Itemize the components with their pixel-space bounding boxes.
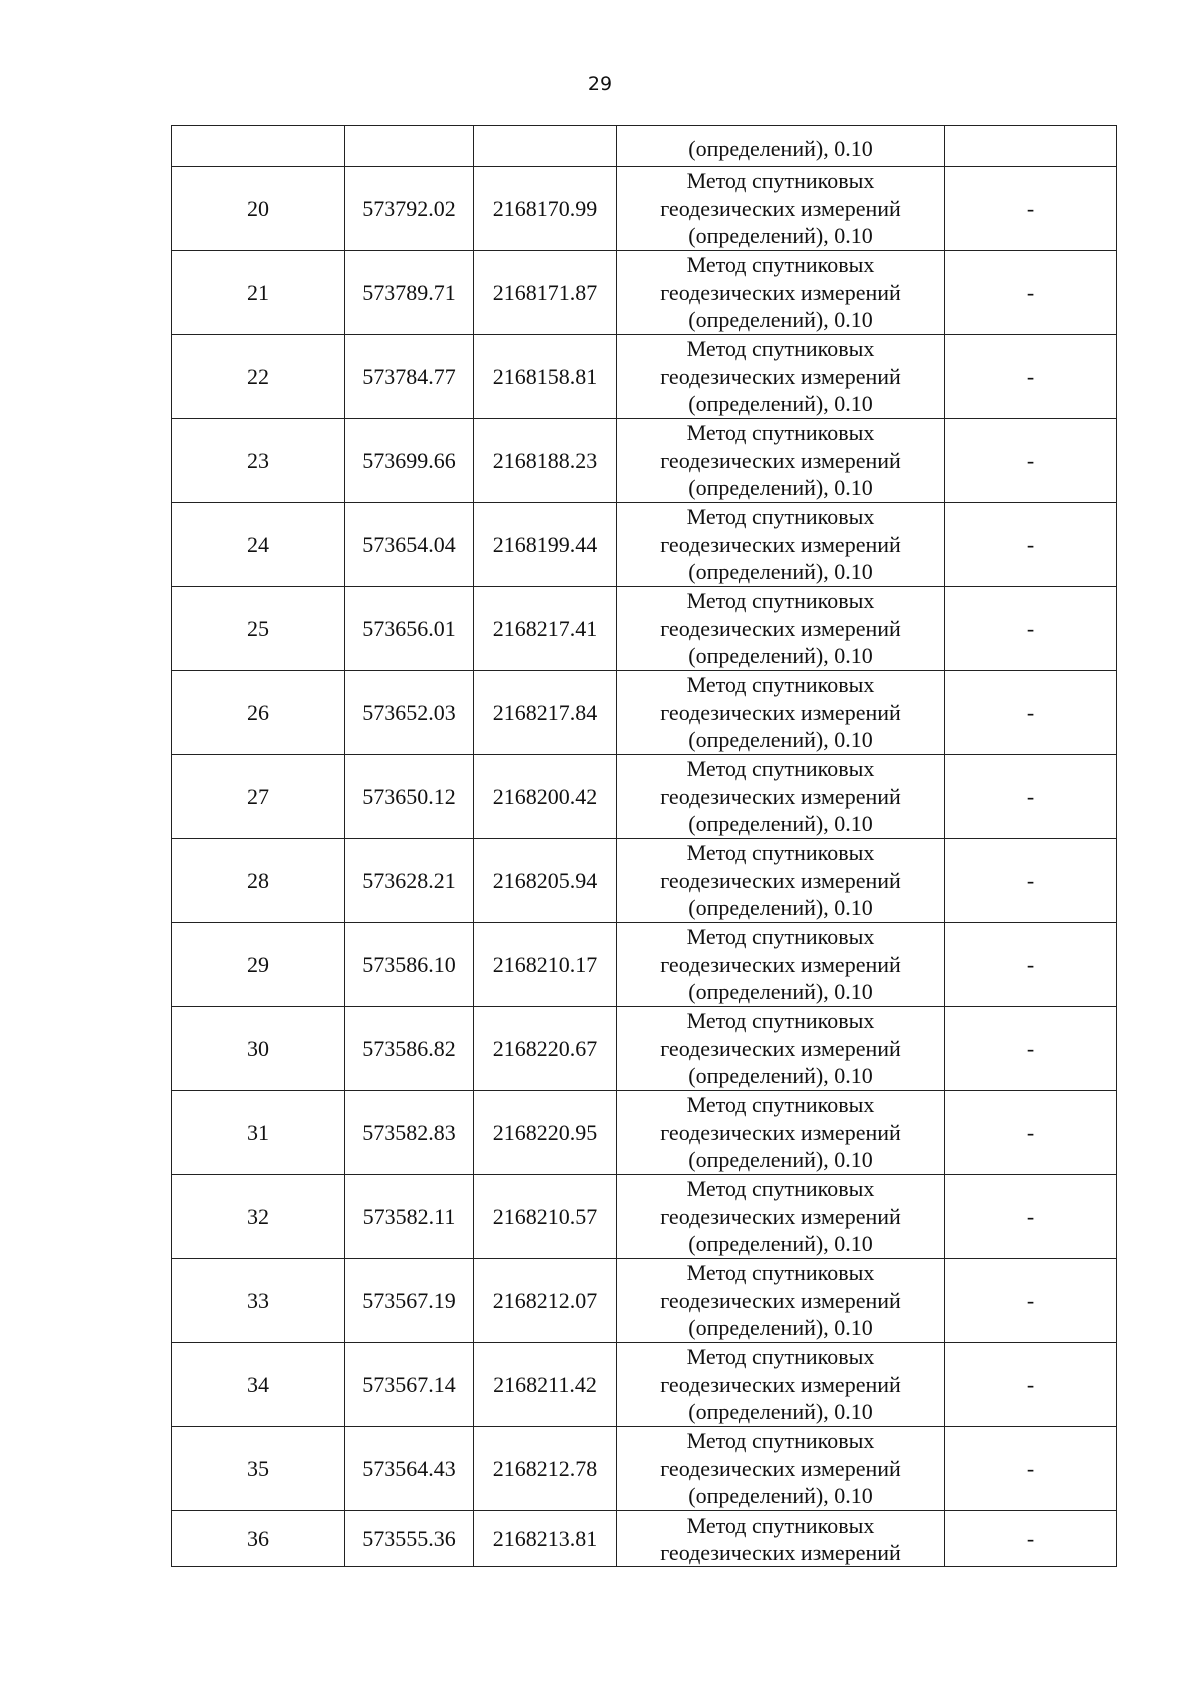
cell-description: - — [945, 1259, 1117, 1343]
table-row — [172, 167, 1117, 251]
method-line: (определений), 0.10 — [688, 391, 873, 417]
method-line: Метод спутниковых — [686, 1176, 875, 1202]
method-line: геодезических измерений — [660, 1119, 901, 1145]
method-line: Метод спутниковых — [686, 672, 875, 698]
table-row — [172, 755, 1117, 839]
cell-x: 573652.03 — [345, 671, 474, 755]
cell-y: 2168213.81 — [474, 1511, 617, 1567]
cell-method — [617, 167, 945, 251]
cell-description: - — [945, 251, 1117, 335]
cell-description: - — [945, 1175, 1117, 1259]
method-line: геодезических измерений — [660, 1371, 901, 1397]
page-number: 29 — [587, 73, 613, 95]
cell-method — [617, 419, 945, 503]
cell-method — [617, 671, 945, 755]
cell-point: 25 — [172, 587, 345, 671]
cell-method: (определений), 0.10 — [617, 126, 945, 167]
cell-point: 22 — [172, 335, 345, 419]
cell-method — [617, 1343, 945, 1427]
cell-y: 2168171.87 — [474, 251, 617, 335]
method-line: Метод спутниковых — [686, 336, 875, 362]
cell-x: 573555.36 — [345, 1511, 474, 1567]
cell-x: 573586.82 — [345, 1007, 474, 1091]
coordinates-table — [171, 125, 1117, 1567]
cell-y: 2168205.94 — [474, 839, 617, 923]
cell-description: - — [945, 587, 1117, 671]
cell-method — [617, 923, 945, 1007]
cell-description: - — [945, 839, 1117, 923]
cell-x: 573650.12 — [345, 755, 474, 839]
table-row — [172, 1175, 1117, 1259]
method-line: Метод спутниковых — [686, 420, 875, 446]
cell-x: 573582.11 — [345, 1175, 474, 1259]
cell-description: - — [945, 923, 1117, 1007]
cell-method — [617, 587, 945, 671]
cell-x: 573586.10 — [345, 923, 474, 1007]
cell-description: - — [945, 335, 1117, 419]
cell-y: 2168220.67 — [474, 1007, 617, 1091]
cell-point: 21 — [172, 251, 345, 335]
cell-method — [617, 755, 945, 839]
cell-y: 2168210.57 — [474, 1175, 617, 1259]
cell-point: 33 — [172, 1259, 345, 1343]
method-line: геодезических измерений — [660, 1203, 901, 1229]
cell-point: 35 — [172, 1427, 345, 1511]
method-line: геодезических измерений — [660, 615, 901, 641]
table-row — [172, 1007, 1117, 1091]
method-line: геодезических измерений — [660, 279, 901, 305]
method-line: геодезических измерений — [660, 699, 901, 725]
cell-point: 23 — [172, 419, 345, 503]
method-line: геодезических измерений — [660, 447, 901, 473]
cell-point — [172, 126, 345, 167]
method-line: геодезических измерений — [660, 195, 901, 221]
table-row — [172, 251, 1117, 335]
cell-y: 2168211.42 — [474, 1343, 617, 1427]
cell-y: 2168217.41 — [474, 587, 617, 671]
cell-x: 573789.71 — [345, 251, 474, 335]
method-line: геодезических измерений — [660, 867, 901, 893]
method-line: геодезических измерений — [660, 783, 901, 809]
method-line: (определений), 0.10 — [688, 559, 873, 585]
table-row — [172, 503, 1117, 587]
method-line: (определений), 0.10 — [688, 1315, 873, 1341]
table-row — [172, 839, 1117, 923]
cell-y — [474, 126, 617, 167]
method-line: Метод спутниковых — [686, 1344, 875, 1370]
cell-x: 573654.04 — [345, 503, 474, 587]
method-line: геодезических измерений — [660, 531, 901, 557]
cell-method — [617, 1427, 945, 1511]
cell-point: 34 — [172, 1343, 345, 1427]
cell-description: - — [945, 755, 1117, 839]
cell-y: 2168170.99 — [474, 167, 617, 251]
coordinates-table-body — [172, 126, 1117, 1567]
cell-x: 573582.83 — [345, 1091, 474, 1175]
method-line: (определений), 0.10 — [688, 1063, 873, 1089]
cell-method — [617, 1175, 945, 1259]
method-line: Метод спутниковых — [686, 756, 875, 782]
cell-y: 2168212.07 — [474, 1259, 617, 1343]
method-line: (определений), 0.10 — [688, 895, 873, 921]
cell-method — [617, 251, 945, 335]
cell-x: 573656.01 — [345, 587, 474, 671]
table-row-continuation — [172, 126, 1117, 167]
method-line: Метод спутниковых — [686, 1512, 875, 1538]
method-line: (определений), 0.10 — [688, 727, 873, 753]
cell-point: 20 — [172, 167, 345, 251]
cell-method — [617, 335, 945, 419]
cell-y: 2168199.44 — [474, 503, 617, 587]
cell-point: 32 — [172, 1175, 345, 1259]
method-line: (определений), 0.10 — [688, 1399, 873, 1425]
method-line: Метод спутниковых — [686, 1428, 875, 1454]
cell-description: - — [945, 419, 1117, 503]
method-line: (определений), 0.10 — [688, 1231, 873, 1257]
cell-method — [617, 1259, 945, 1343]
cell-description: - — [945, 1427, 1117, 1511]
cell-point: 36 — [172, 1511, 345, 1567]
cell-x: 573628.21 — [345, 839, 474, 923]
method-line: Метод спутниковых — [686, 168, 875, 194]
method-line: геодезических измерений — [660, 1287, 901, 1313]
cell-point: 24 — [172, 503, 345, 587]
method-line: (определений), 0.10 — [688, 979, 873, 1005]
cell-point: 29 — [172, 923, 345, 1007]
cell-y: 2168217.84 — [474, 671, 617, 755]
cell-x: 573784.77 — [345, 335, 474, 419]
method-line: геодезических измерений — [660, 1455, 901, 1481]
cell-y: 2168220.95 — [474, 1091, 617, 1175]
method-line: Метод спутниковых — [686, 1008, 875, 1034]
method-line: Метод спутниковых — [686, 504, 875, 530]
method-line: (определений), 0.10 — [688, 811, 873, 837]
method-line: геодезических измерений — [660, 1539, 901, 1565]
cell-x: 573792.02 — [345, 167, 474, 251]
cell-x: 573567.14 — [345, 1343, 474, 1427]
cell-method — [617, 1007, 945, 1091]
cell-point: 31 — [172, 1091, 345, 1175]
table-row — [172, 1427, 1117, 1511]
method-line: (определений), 0.10 — [688, 223, 873, 249]
method-line: (определений), 0.10 — [688, 643, 873, 669]
method-line: Метод спутниковых — [686, 1260, 875, 1286]
method-line: геодезических измерений — [660, 363, 901, 389]
cell-method — [617, 839, 945, 923]
cell-method — [617, 503, 945, 587]
table-row-last — [172, 1511, 1117, 1567]
cell-y: 2168158.81 — [474, 335, 617, 419]
cell-description: - — [945, 167, 1117, 251]
cell-description: - — [945, 1091, 1117, 1175]
cell-x — [345, 126, 474, 167]
table-row — [172, 587, 1117, 671]
cell-y: 2168212.78 — [474, 1427, 617, 1511]
cell-x: 573564.43 — [345, 1427, 474, 1511]
cell-y: 2168210.17 — [474, 923, 617, 1007]
cell-point: 28 — [172, 839, 345, 923]
cell-point: 27 — [172, 755, 345, 839]
table-row — [172, 1259, 1117, 1343]
cell-point: 30 — [172, 1007, 345, 1091]
method-line: (определений), 0.10 — [688, 475, 873, 501]
cell-description: - — [945, 1511, 1117, 1567]
cell-description: - — [945, 671, 1117, 755]
method-line: Метод спутниковых — [686, 1092, 875, 1118]
cell-y: 2168200.42 — [474, 755, 617, 839]
cell-description — [945, 126, 1117, 167]
cell-method — [617, 1091, 945, 1175]
cell-description: - — [945, 1007, 1117, 1091]
cell-method — [617, 1511, 945, 1567]
table-row — [172, 1091, 1117, 1175]
method-line: Метод спутниковых — [686, 252, 875, 278]
table-row — [172, 419, 1117, 503]
method-line: Метод спутниковых — [686, 588, 875, 614]
method-line: (определений), 0.10 — [688, 1147, 873, 1173]
method-line: (определений), 0.10 — [688, 307, 873, 333]
method-line: Метод спутниковых — [686, 924, 875, 950]
cell-point: 26 — [172, 671, 345, 755]
table-row — [172, 1343, 1117, 1427]
table-row — [172, 335, 1117, 419]
cell-description: - — [945, 503, 1117, 587]
method-line: Метод спутниковых — [686, 840, 875, 866]
cell-x: 573567.19 — [345, 1259, 474, 1343]
cell-x: 573699.66 — [345, 419, 474, 503]
method-line: (определений), 0.10 — [688, 1483, 873, 1509]
method-line: геодезических измерений — [660, 951, 901, 977]
method-line: геодезических измерений — [660, 1035, 901, 1061]
table-row — [172, 671, 1117, 755]
table-row — [172, 923, 1117, 1007]
cell-y: 2168188.23 — [474, 419, 617, 503]
cell-description: - — [945, 1343, 1117, 1427]
